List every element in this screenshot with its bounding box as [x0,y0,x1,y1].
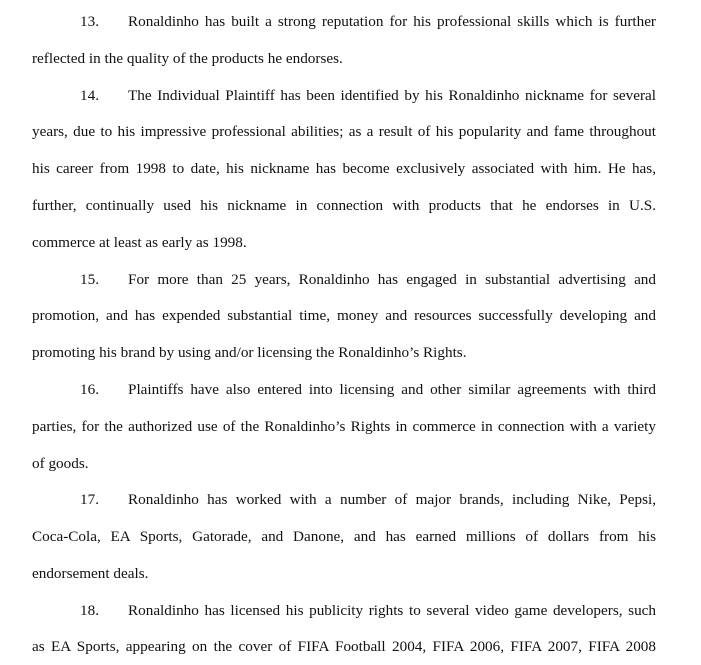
paragraph-text: Ronaldinho has built a strong reputation for his professional skills which is further [128,13,656,30]
paragraph-text: Ronaldinho has worked with a number of major brands, including Nike, Pepsi, [128,491,656,508]
paragraph-16-line-2: parties, for the authorized use of the Ronaldinho’s Rights in commerce in connection with a variety [32,418,656,435]
paragraph-15-line-3: promoting his brand by using and/or licensing the Ronaldinho’s Rights. [32,344,467,361]
paragraph-17-line-2: Coca-Cola, EA Sports, Gatorade, and Danone, and has earned millions of dollars from his [32,528,656,545]
paragraph-14-line-3: his career from 1998 to date, his nickname has become exclusively associated with him. He has, [32,160,656,177]
paragraph-text: For more than 25 years, Ronaldinho has engaged in substantial advertising and [128,271,656,288]
paragraph-14-line-2: years, due to his impressive professional abilities; as a result of his popularity and fame throughout [32,123,656,140]
paragraph-number: 15. [80,271,99,288]
paragraph-number: 18. [80,602,99,619]
paragraph-number: 17. [80,491,99,508]
paragraph-number: 13. [80,13,99,30]
paragraph-18-line-1 [80,601,656,621]
paragraph-text: The Individual Plaintiff has been identified by his Ronaldinho nickname for several [128,87,656,104]
paragraph-14-line-5: commerce at least as early as 1998. [32,234,247,251]
paragraph-number: 16. [80,381,99,398]
paragraph-15-line-2: promotion, and has expended substantial time, money and resources successfully developing and [32,307,656,324]
paragraph-15-line-1 [80,270,656,290]
paragraph-17-line-1 [80,490,656,510]
paragraph-16-line-3: of goods. [32,455,89,472]
paragraph-14-line-4: further, continually used his nickname in connection with products that he endorses in U.S. [32,197,656,214]
paragraph-18-line-2: as EA Sports, appearing on the cover of FIFA Football 2004, FIFA 2006, FIFA 2007, FIFA 2008 [32,638,656,655]
paragraph-text: Plaintiffs have also entered into licensing and other similar agreements with third [128,381,656,398]
paragraph-17-line-3: endorsement deals. [32,565,149,582]
paragraph-16-line-1 [80,380,656,400]
paragraph-13-line-1 [80,12,656,32]
paragraph-14-line-1 [80,86,656,106]
paragraph-13-line-2: reflected in the quality of the products he endorses. [32,50,343,67]
paragraph-number: 14. [80,87,99,104]
paragraph-text: Ronaldinho has licensed his publicity rights to several video game developers, such [128,602,656,619]
